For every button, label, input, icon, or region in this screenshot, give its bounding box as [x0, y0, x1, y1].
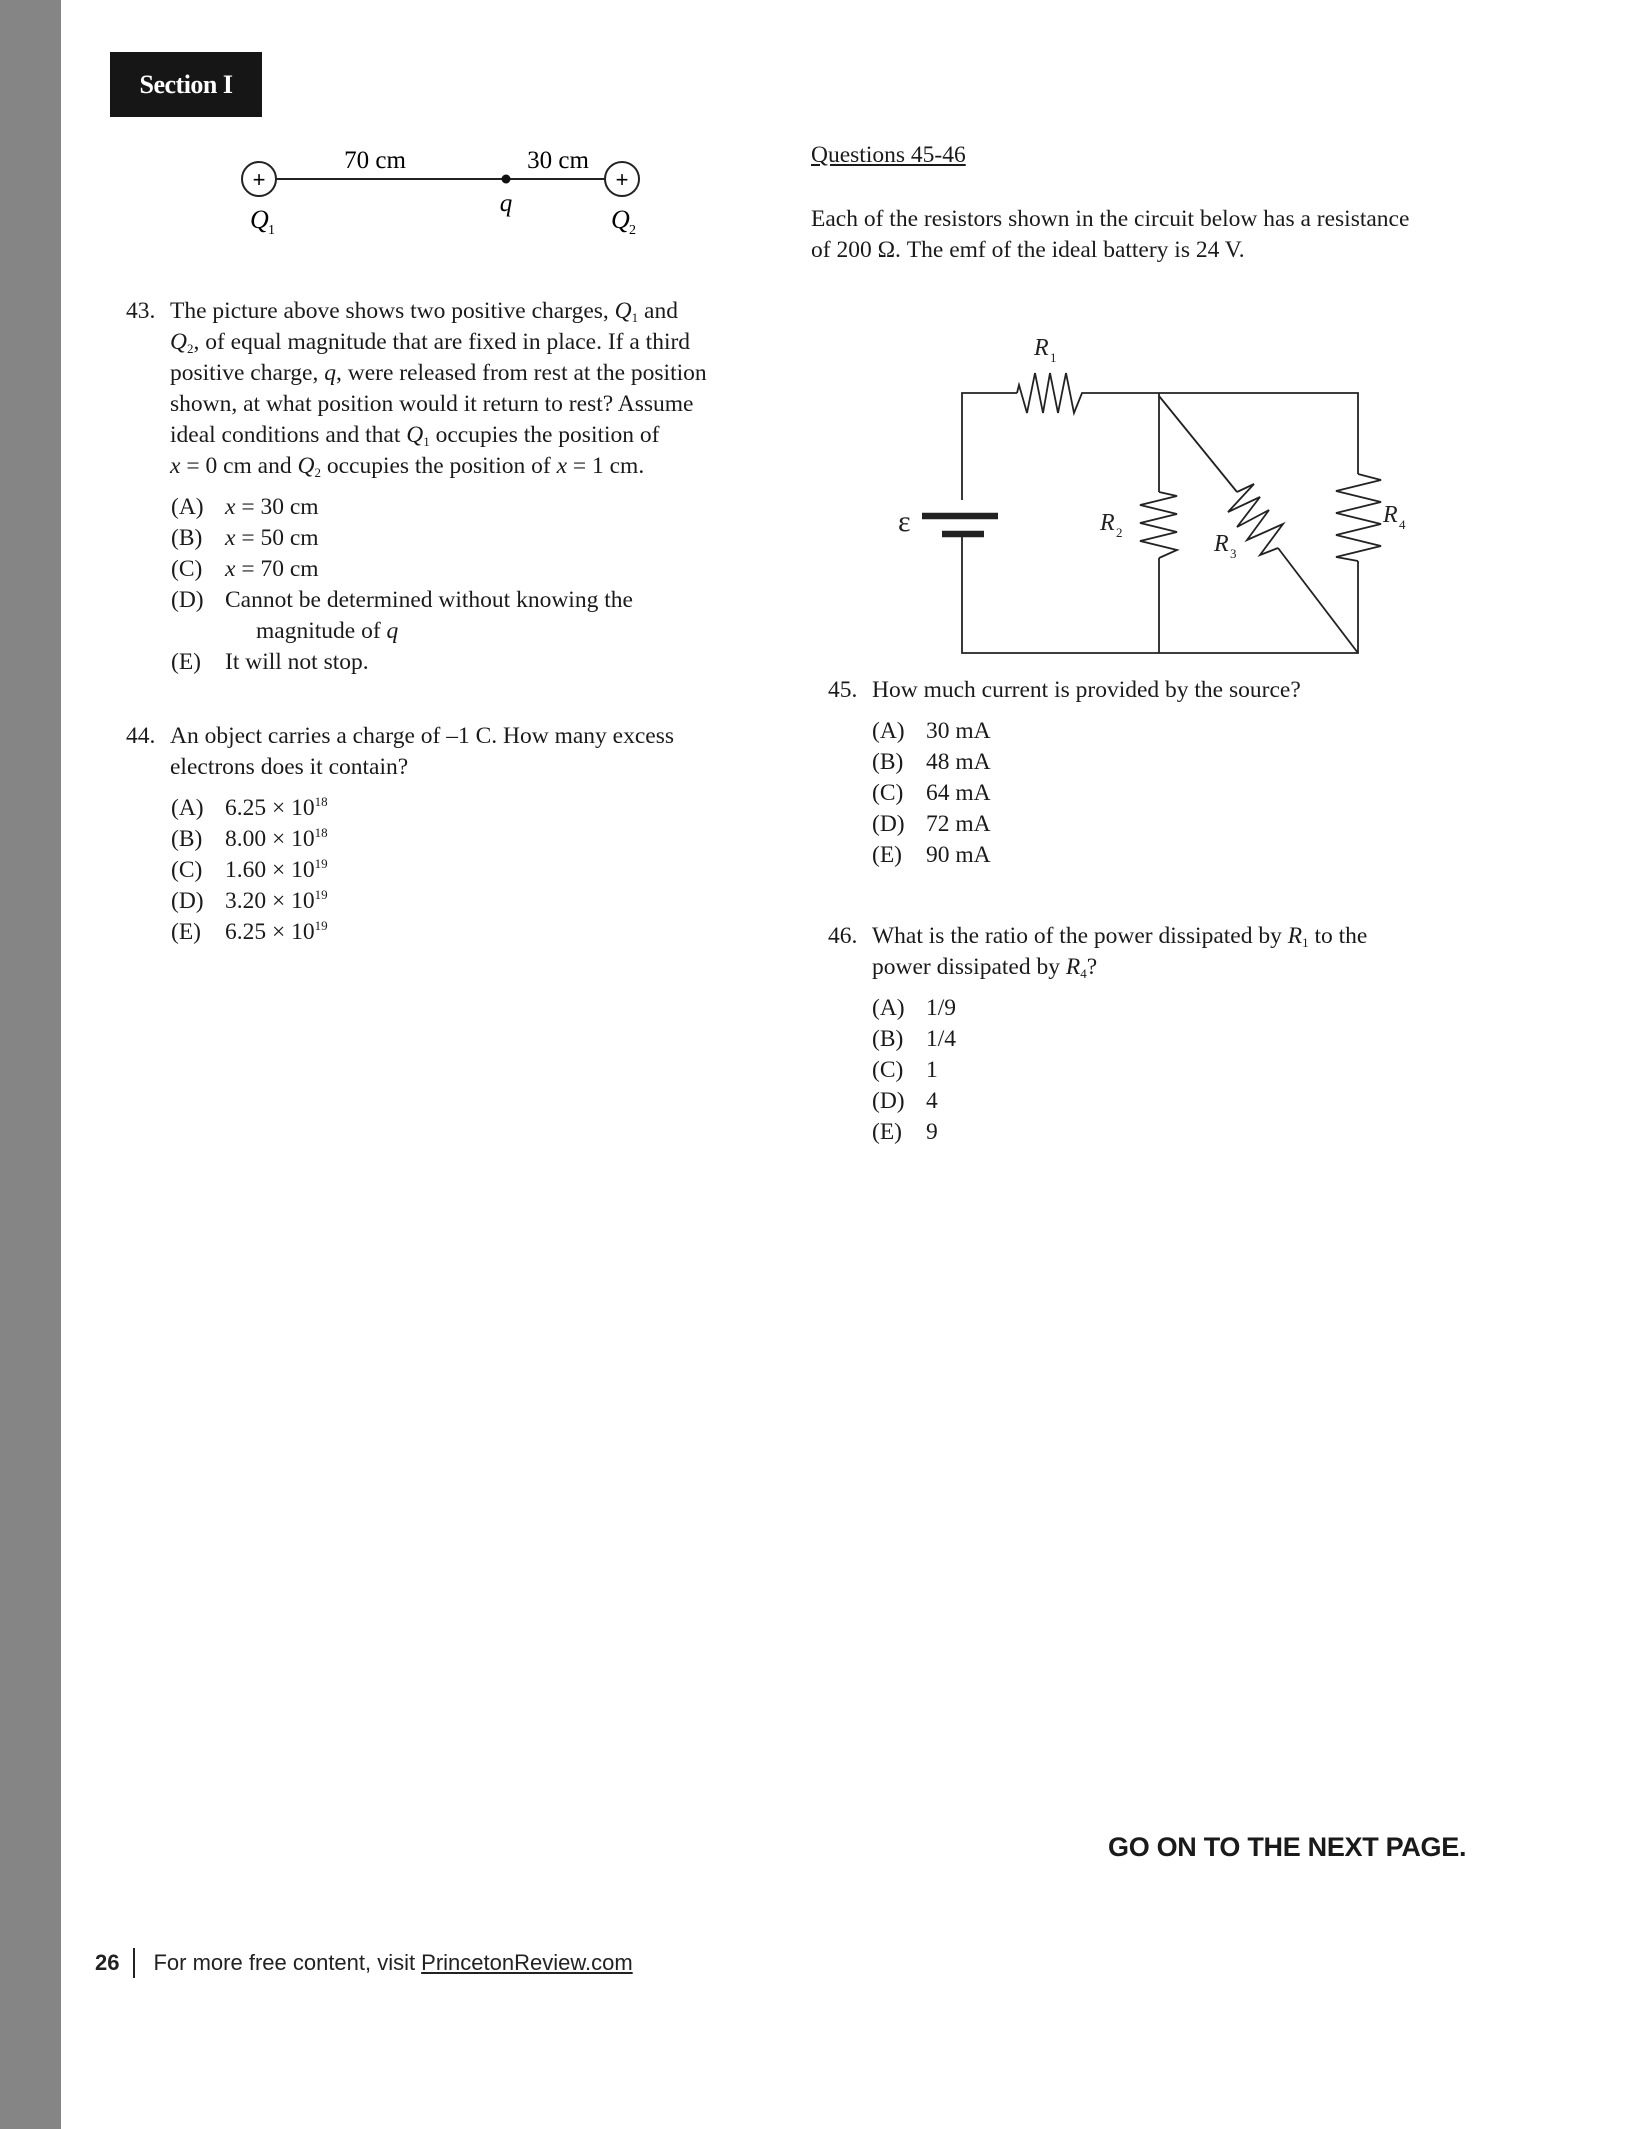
page-number: 26 [95, 1950, 120, 1975]
intro-text-line: of 200 Ω. The emf of the ideal battery is 24 V. [811, 237, 1245, 263]
answer-choice[interactable] [171, 824, 328, 855]
page-footer [95, 1948, 633, 1978]
wire-diag-top [1159, 396, 1237, 492]
choice-label: (B) [171, 826, 203, 852]
var: x [556, 453, 567, 479]
text: The picture above shows two positive charges, [170, 298, 615, 324]
var: Q [614, 298, 632, 324]
q2-label: Q [611, 205, 630, 234]
answer-choice[interactable] [872, 840, 991, 871]
answer-choice[interactable] [872, 1117, 938, 1148]
answer-choice[interactable] [171, 855, 328, 886]
footer-divider [133, 1948, 135, 1978]
choice-label: (C) [872, 1057, 904, 1083]
question-text-line [170, 420, 659, 451]
r2-label: R [1100, 510, 1115, 536]
choice-label: (A) [171, 795, 204, 821]
question-text-line: shown, at what position would it return to rest? Assume [170, 391, 694, 417]
resistor-r3 [1228, 484, 1283, 555]
wire-bottom [962, 536, 1358, 653]
circuit-labels [898, 335, 1406, 561]
var: R [1065, 954, 1081, 980]
choice-text: 4 [926, 1088, 938, 1114]
answer-choice[interactable] [171, 492, 319, 523]
answer-choice[interactable] [171, 886, 328, 917]
var: q [386, 618, 399, 644]
choice-label: (E) [872, 842, 903, 868]
exponent: 19 [314, 856, 328, 871]
choice-text: 1.60 × 10 [225, 857, 315, 883]
r4-subscript: 4 [1399, 517, 1406, 532]
text: , of equal magnitude that are fixed in place. If a third [193, 329, 691, 355]
text: occupies the position of [320, 453, 557, 479]
text: What is the ratio of the power dissipated by [872, 923, 1288, 949]
question-number: 45. [828, 677, 858, 703]
answer-choice[interactable] [171, 793, 328, 824]
var: x [225, 525, 236, 551]
q-label: q [499, 190, 513, 217]
answer-choice-continuation [256, 616, 398, 647]
var: Q [170, 329, 187, 355]
distance-70-label: 70 cm [344, 147, 406, 174]
choice-text: 9 [926, 1119, 938, 1145]
subscript: 4 [1080, 966, 1087, 981]
text: = 1 cm. [567, 453, 645, 479]
question-text-line [170, 358, 707, 389]
r3-subscript: 3 [1230, 546, 1237, 561]
answer-choice[interactable] [872, 716, 991, 747]
subscript: 2 [186, 341, 194, 356]
exponent: 19 [314, 887, 328, 902]
q2-subscript: 2 [629, 223, 636, 238]
choice-label: (E) [872, 1119, 903, 1145]
answer-choice[interactable] [171, 554, 319, 585]
answer-choice[interactable] [872, 747, 991, 778]
questions-group-header: Questions 45-46 [811, 142, 966, 168]
distance-30-label: 30 cm [527, 147, 589, 174]
choice-label: (C) [171, 556, 203, 582]
question-text-line: electrons does it contain? [170, 754, 409, 780]
answer-choice[interactable] [872, 1024, 956, 1055]
choice-label: (E) [171, 919, 202, 945]
charge-q-dot [502, 175, 511, 184]
question-text-line [872, 952, 1097, 983]
choice-label: (D) [872, 811, 905, 837]
answer-choice[interactable] [872, 809, 991, 840]
answer-choice[interactable] [171, 647, 369, 678]
answer-choice[interactable] [872, 993, 956, 1024]
question-number: 44. [126, 723, 156, 749]
circuit-diagram [922, 373, 1381, 653]
choice-text: 90 mA [926, 842, 991, 868]
wire-top [1088, 393, 1358, 474]
answer-choice[interactable] [171, 585, 633, 616]
charge-diagram [242, 147, 639, 238]
var: Q [297, 453, 315, 479]
choice-label: (B) [872, 1026, 904, 1052]
choice-text: 8.00 × 10 [225, 826, 315, 852]
exponent: 18 [314, 794, 328, 809]
subscript: 1 [1302, 935, 1309, 950]
resistor-r4 [1336, 474, 1381, 561]
choice-text: 64 mA [926, 780, 991, 806]
choice-text: 30 mA [926, 718, 991, 744]
question-text-line [872, 921, 1367, 952]
answer-choice[interactable] [872, 1086, 938, 1117]
choice-text: 1/9 [926, 995, 957, 1021]
var: x [170, 453, 181, 479]
choice-label: (B) [171, 525, 203, 551]
text: to the [1308, 923, 1368, 949]
choice-text: = 50 cm [235, 525, 319, 551]
choice-label: (B) [872, 749, 904, 775]
var: Q [406, 422, 424, 448]
text: ? [1086, 954, 1098, 980]
text: positive charge, [170, 360, 325, 386]
q2-plus-sign: + [615, 167, 629, 192]
choice-label: (E) [171, 649, 202, 675]
choice-text: 72 mA [926, 811, 991, 837]
text: occupies the position of [429, 422, 660, 448]
choice-text: 6.25 × 10 [225, 795, 315, 821]
r1-subscript: 1 [1050, 350, 1057, 365]
choice-text: 1/4 [926, 1026, 957, 1052]
choice-text: 48 mA [926, 749, 991, 775]
q1-subscript: 1 [268, 223, 275, 238]
r1-label: R [1034, 335, 1049, 361]
choice-text: 6.25 × 10 [225, 919, 315, 945]
answer-choice[interactable] [872, 778, 991, 809]
text: , were released from rest at the position [335, 360, 707, 386]
var: x [225, 556, 236, 582]
choice-label: (C) [171, 857, 203, 883]
choice-text: magnitude of [256, 618, 387, 644]
wire-left-top [962, 393, 1017, 500]
footer-text: For more free content, visit [153, 1950, 416, 1975]
question-number: 46. [828, 923, 858, 949]
subscript: 1 [423, 434, 430, 449]
choice-label: (D) [872, 1088, 905, 1114]
r3-label: R [1214, 531, 1229, 557]
choice-text: 1 [926, 1057, 938, 1083]
intro-text-line: Each of the resistors shown in the circuit below has a resistance [811, 206, 1410, 232]
text: power dissipated by [872, 954, 1066, 980]
question-number: 43. [126, 298, 156, 324]
section-label: Section I [110, 52, 262, 117]
choice-label: (C) [872, 780, 904, 806]
text: ideal conditions and that [170, 422, 407, 448]
exponent: 18 [314, 825, 328, 840]
subscript: 1 [631, 310, 639, 325]
question-text-line [170, 296, 678, 327]
choice-text: It will not stop. [225, 649, 369, 675]
question-text-line: How much current is provided by the source? [872, 677, 1301, 703]
var: q [324, 360, 336, 386]
choice-label: (D) [171, 587, 204, 613]
question-text-line [170, 451, 644, 482]
question-text-line: An object carries a charge of –1 C. How many excess [170, 723, 674, 749]
go-on-notice: GO ON TO THE NEXT PAGE. [1108, 1832, 1467, 1862]
q1-label: Q [250, 205, 269, 234]
choice-label: (D) [171, 888, 204, 914]
choice-text: 3.20 × 10 [225, 888, 315, 914]
resistor-r1 [1017, 373, 1088, 413]
text: and [638, 298, 678, 324]
wire-diag-bottom [1278, 548, 1358, 653]
r4-label: R [1383, 502, 1398, 528]
q1-plus-sign: + [252, 167, 266, 192]
answer-choice[interactable] [872, 1055, 938, 1086]
choice-text: Cannot be determined without knowing the [225, 587, 633, 613]
r2-subscript: 2 [1116, 525, 1123, 540]
choice-label: (A) [171, 494, 204, 520]
choice-text: = 70 cm [235, 556, 319, 582]
choice-label: (A) [872, 718, 905, 744]
exponent: 19 [314, 918, 328, 933]
answer-choice[interactable] [171, 523, 319, 554]
text: = 0 cm and [180, 453, 298, 479]
subscript: 2 [314, 465, 321, 480]
resistor-r2 [1140, 492, 1177, 558]
princeton-review-link[interactable]: PrincetonReview.com [421, 1950, 633, 1975]
var: x [225, 494, 236, 520]
choice-text: = 30 cm [235, 494, 319, 520]
emf-symbol: ε [898, 505, 911, 538]
var: R [1287, 923, 1303, 949]
question-text-line [170, 327, 690, 358]
answer-choice[interactable] [171, 917, 328, 948]
choice-label: (A) [872, 995, 905, 1021]
